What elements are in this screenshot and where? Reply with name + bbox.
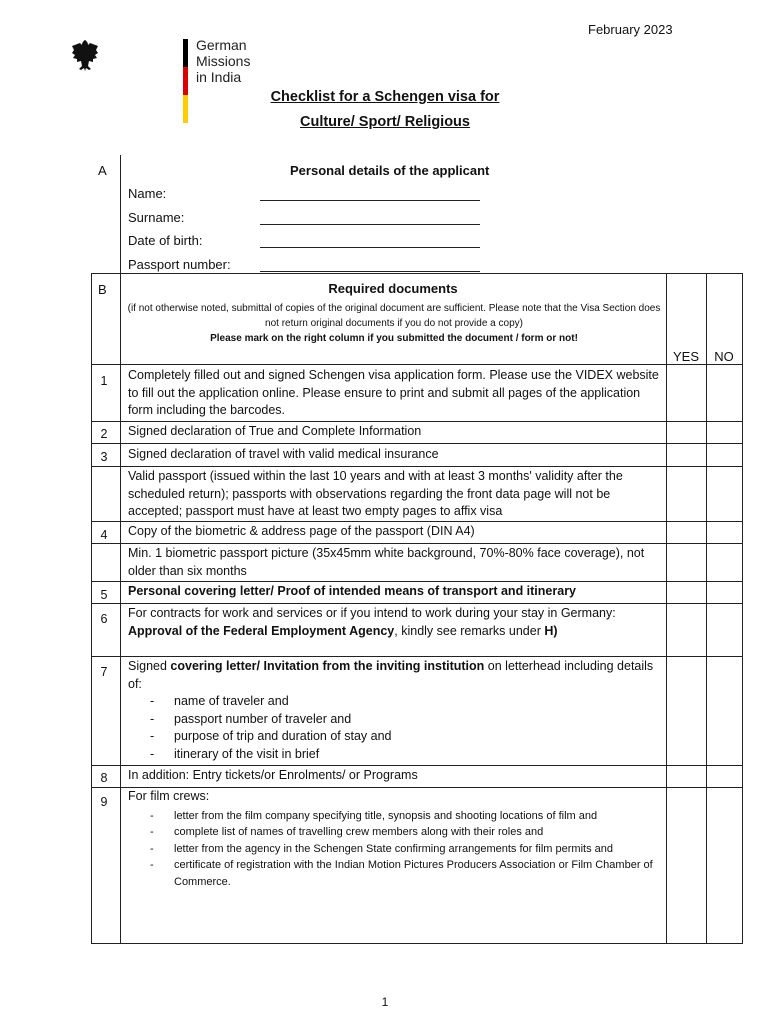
- row-6-number: 6: [100, 612, 108, 626]
- row-1-text: Completely filled out and signed Schengen visa application form. Please use the VIDEX website to fill out the application online. Please ensure to print and submit all pages of the application form including the barcodes.: [128, 368, 659, 417]
- row-6-bold2: H): [544, 623, 558, 638]
- row-6-bold: Approval of the Federal Employment Agency: [128, 623, 395, 638]
- mission-logo: [70, 36, 270, 126]
- row-4b-text: Min. 1 biometric passport picture (35x45mm white background, 70%-80% face coverage), not older than six months: [128, 546, 645, 578]
- row-2-text: Signed declaration of True and Complete Information: [128, 424, 422, 438]
- row-3-text: Signed declaration of travel with valid medical insurance: [128, 447, 439, 461]
- row-3b-text: Valid passport (issued within the last 10 years and with at least 3 months' validity after the scheduled return); passports with observations regarding the front data page will not be accepted; passport must have at least two empty pages to affix visa: [128, 469, 623, 518]
- org-name: [196, 37, 270, 85]
- section-a-heading: Personal details of the applicant: [290, 163, 490, 178]
- row-6-post: , kindly see remarks under: [394, 623, 545, 638]
- yes-column-header: YES: [672, 349, 699, 364]
- passport-number-label: Passport number:: [128, 257, 231, 272]
- list-item: - complete list of names of travelling crew members along with their roles and: [128, 824, 662, 841]
- title-line1: Checklist for a Schengen visa for: [270, 89, 500, 105]
- dob-label: Date of birth:: [128, 233, 203, 248]
- list-item: - purpose of trip and duration of stay and: [128, 728, 662, 746]
- surname-label: Surname:: [128, 210, 185, 225]
- german-flag-stripe: [183, 39, 188, 123]
- section-b-note: (if not otherwise noted, submittal of copies of the original document are sufficient. Please note that the Visa Section does not return original documents if you do not provide a copy): [127, 303, 661, 329]
- row-7-pre: Signed: [128, 659, 171, 673]
- org-line1: German Missions: [196, 37, 251, 69]
- row-9-number: 9: [100, 795, 108, 809]
- row-1-number: 1: [100, 374, 108, 388]
- list-item: - letter from the film company specifying title, synopsis and shooting locations of film and: [128, 808, 662, 825]
- name-field[interactable]: [260, 188, 480, 201]
- list-item: - name of traveler and: [128, 693, 662, 711]
- no-column-header: NO: [714, 349, 734, 364]
- surname-field[interactable]: [260, 212, 480, 225]
- row-7-number: 7: [100, 665, 108, 679]
- row-2-number: 2: [100, 427, 108, 441]
- row-9-bullets: [128, 808, 662, 891]
- row-5-number: 5: [100, 588, 108, 602]
- row-5-text: Personal covering letter/ Proof of intended means of transport and itinerary: [128, 584, 577, 598]
- page-number: 1: [381, 995, 389, 1009]
- name-label: Name:: [128, 186, 167, 201]
- title-line2: Culture/ Sport/ Religious: [300, 114, 470, 130]
- section-b-instruction: Please mark on the right column if you submitted the document / form or not!: [210, 333, 578, 344]
- row-8-text: In addition: Entry tickets/or Enrolments/ or Programs: [128, 768, 418, 782]
- list-item: - itinerary of the visit in brief: [128, 746, 662, 764]
- section-b-letter: B: [98, 282, 107, 297]
- row-8-number: 8: [100, 771, 108, 785]
- row-6-text: [128, 605, 662, 640]
- federal-eagle-icon: [70, 38, 104, 72]
- dob-field[interactable]: [260, 235, 480, 248]
- row-6-pre: For contracts for work and services or if you intend to work during your stay in Germany:: [128, 606, 616, 620]
- org-line2: in India: [196, 69, 242, 85]
- row-7-bullets: [128, 693, 662, 763]
- list-item: - passport number of traveler and: [128, 711, 662, 729]
- row-7-bold: covering letter/ Invitation from the inviting institution: [170, 659, 485, 673]
- list-item: - letter from the agency in the Schengen State confirming arrangements for film permits and: [128, 841, 662, 858]
- section-b-heading: Required documents: [328, 281, 458, 296]
- row-4-number: 4: [100, 528, 108, 542]
- document-date: February 2023: [588, 22, 673, 37]
- row-4-text: Copy of the biometric & address page of the passport (DIN A4): [128, 524, 475, 538]
- list-item: - certificate of registration with the Indian Motion Pictures Producers Association or Film Chamber of Commerce.: [128, 857, 662, 890]
- passport-number-field[interactable]: [260, 259, 480, 272]
- section-a-letter: A: [98, 163, 107, 178]
- row-7-post: on letterhead including details of:: [128, 659, 654, 691]
- row-3-number: 3: [100, 450, 108, 464]
- row-9-text: [128, 788, 662, 890]
- row-9-heading: For film crews:: [128, 789, 210, 803]
- row-7-text: [128, 658, 662, 763]
